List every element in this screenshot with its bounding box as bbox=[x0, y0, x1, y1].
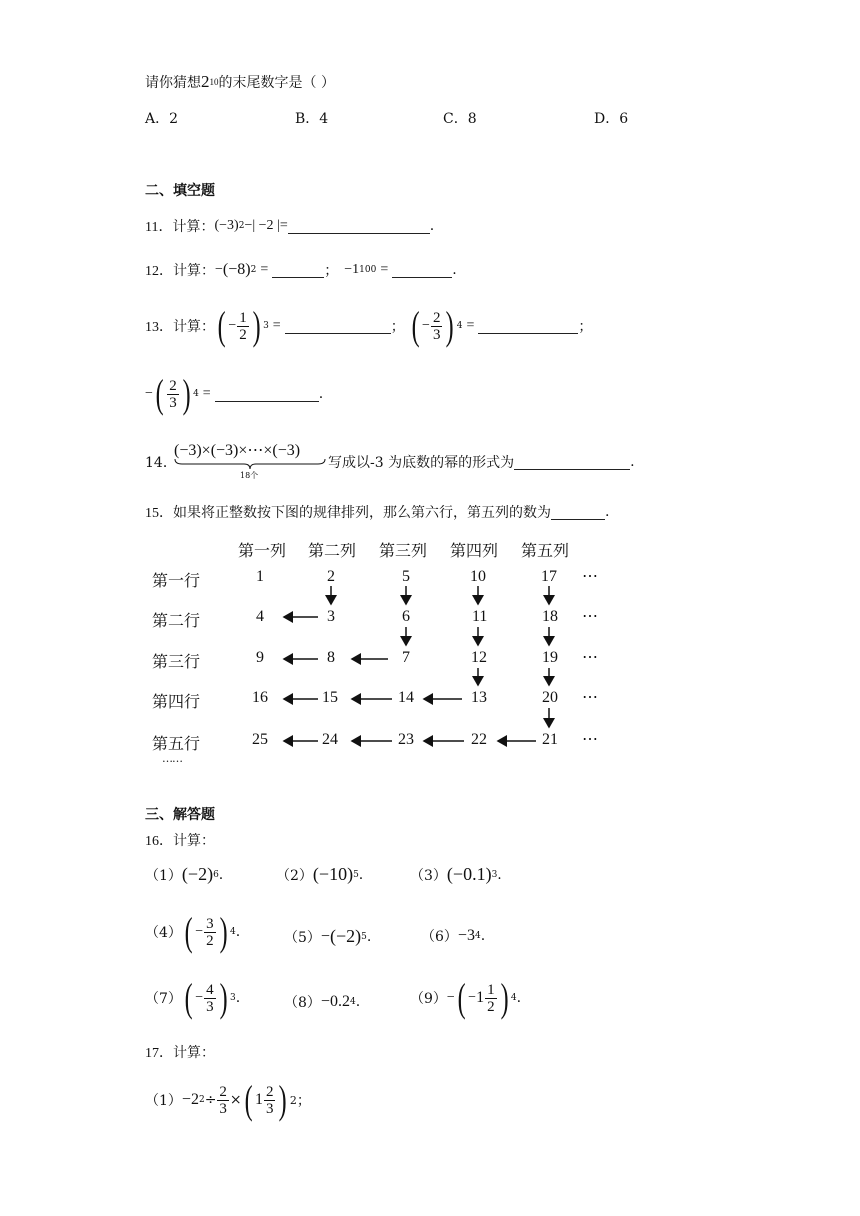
q13-eq-2: = bbox=[466, 318, 475, 333]
q13-answer-blank-2[interactable] bbox=[478, 319, 578, 334]
q16-6-exp: 4 bbox=[474, 931, 481, 941]
q17-1-paren-open: ( bbox=[244, 1077, 253, 1122]
q14-brace-label: 18个 bbox=[240, 471, 259, 480]
cell-r1-c2: 2 bbox=[327, 568, 335, 585]
row-header-1: 第一行 bbox=[152, 571, 201, 590]
q16-7-minus: − bbox=[195, 990, 204, 1005]
cell-r5-c4: 22 bbox=[471, 731, 487, 748]
q13-exp-1: 3 bbox=[263, 321, 269, 331]
q16-7-exp: 3 bbox=[229, 993, 236, 1003]
q13-fraction-1: $\frac{1}{2}$ bbox=[239, 309, 247, 343]
q10-option-a[interactable]: A．2 bbox=[145, 111, 179, 127]
section-title-solve: 三、解答题 bbox=[145, 807, 215, 823]
q14-number: 14． bbox=[145, 455, 177, 471]
q16-9-paren-open: ( bbox=[457, 975, 466, 1020]
cell-r5-c5: 21 bbox=[542, 731, 558, 748]
q12-base: (−8) bbox=[222, 261, 251, 278]
q13-label: 计算： bbox=[173, 319, 215, 335]
row-header-4: 第四行 bbox=[152, 692, 201, 711]
q14-end: . bbox=[630, 454, 635, 470]
q12-eq: = bbox=[260, 262, 269, 277]
q13-paren-close-2: ) bbox=[446, 303, 455, 348]
q17-1-paren-close: ) bbox=[279, 1077, 288, 1122]
q16-8-base: −0.2 bbox=[320, 993, 350, 1010]
q10-stem bbox=[145, 72, 335, 92]
cell-r1-c1: 1 bbox=[256, 568, 264, 585]
q13-end: . bbox=[318, 386, 324, 402]
q16-7-fraction: $\frac{4}{3}$ bbox=[206, 981, 214, 1015]
q16-4-minus: − bbox=[195, 924, 204, 939]
q12-label: 计算： bbox=[173, 263, 215, 279]
q17-1-whole: 1 bbox=[254, 1091, 263, 1108]
q12-minus: − bbox=[215, 262, 223, 277]
q12-exp: 2 bbox=[250, 265, 257, 275]
q16-4-exp: 4 bbox=[229, 927, 236, 937]
q17-1-mixed-fraction: $\frac{2}{3}$ bbox=[265, 1083, 274, 1117]
q16-2-index: （2） bbox=[276, 867, 313, 884]
q16-item-7: （7） ( − $\frac{4}{3}$ ) 3 . bbox=[145, 975, 241, 1020]
q15-answer-blank[interactable] bbox=[551, 505, 605, 520]
q16-3-exp: 3 bbox=[491, 869, 498, 880]
q10-stem-post: 的末尾数字是（ ） bbox=[218, 75, 335, 91]
row2-ellipsis: ⋯ bbox=[582, 608, 598, 625]
q16-6-index: （6） bbox=[421, 929, 458, 945]
col-header-2: 第二列 bbox=[308, 541, 357, 560]
cell-r2-c2: 3 bbox=[327, 608, 335, 625]
q11-label: 计算： bbox=[172, 219, 215, 235]
q10-stem-text: 请你猜想 bbox=[145, 75, 201, 91]
q13-fraction-2: $\frac{2}{3}$ bbox=[432, 309, 441, 343]
q16-item-4: （4） ( − $\frac{3}{2}$ ) 4 . bbox=[145, 909, 241, 954]
q16-item-9: （9） − ( − 1 $\frac{1}{2}$ ) 4 . bbox=[410, 975, 522, 1020]
cell-r2-c3: 6 bbox=[402, 608, 410, 625]
q17-item-1 bbox=[145, 1077, 311, 1122]
q16-8-index: （8） bbox=[284, 995, 321, 1011]
q10-option-c[interactable]: C．8 bbox=[443, 111, 477, 127]
q14-tail bbox=[328, 452, 635, 472]
q13-line2 bbox=[145, 371, 324, 416]
q16-5-exp: 5 bbox=[361, 931, 367, 942]
q14-product: (−3)×(−3)×⋯×(−3) bbox=[174, 442, 301, 459]
q17-1-base-exp: 2 bbox=[198, 1095, 205, 1105]
q12-number: 12． bbox=[145, 264, 173, 279]
q15-end: . bbox=[605, 504, 610, 520]
q12-expr2-exp: 100 bbox=[359, 265, 377, 275]
q11 bbox=[145, 216, 434, 236]
q16-1-exp: 6 bbox=[213, 869, 219, 880]
q16-number: 16． bbox=[145, 834, 173, 849]
cell-r3-c2: 8 bbox=[327, 649, 335, 666]
q15 bbox=[145, 502, 609, 522]
q13-exp-2: 4 bbox=[456, 321, 463, 331]
q17-header bbox=[145, 1042, 215, 1062]
cell-r4-c5: 20 bbox=[542, 689, 558, 706]
q13-paren-open-2: ( bbox=[411, 303, 420, 348]
q10-exp: 10 bbox=[209, 77, 219, 87]
q13-sep-2: ； bbox=[578, 319, 593, 335]
q13-paren-close-3: ) bbox=[182, 371, 191, 416]
cell-r3-c3: 7 bbox=[402, 649, 410, 666]
q16-7-paren-close: ) bbox=[219, 975, 228, 1020]
number-grid-figure bbox=[140, 530, 620, 770]
col-header-5: 第五列 bbox=[521, 541, 570, 560]
row-header-5: 第五行 bbox=[152, 734, 201, 753]
q16-item-3: （3） (−0.1) 3 . bbox=[410, 864, 502, 884]
row3-ellipsis: ⋯ bbox=[582, 649, 598, 666]
q16-9-exp: 4 bbox=[510, 993, 517, 1003]
q16-6-base: −3 bbox=[457, 927, 475, 944]
q10-option-d[interactable]: D．6 bbox=[594, 111, 629, 127]
q17-1-times: × bbox=[229, 1092, 242, 1108]
q12 bbox=[145, 260, 457, 280]
q16-9-minus-inner: − bbox=[468, 990, 477, 1005]
cell-r1-c3: 5 bbox=[402, 568, 410, 585]
q16-2-exp: 5 bbox=[353, 869, 359, 880]
grid-arrows-icon bbox=[140, 530, 620, 770]
q17-1-fraction: $\frac{2}{3}$ bbox=[219, 1083, 227, 1117]
q13-number: 13． bbox=[145, 320, 173, 335]
q17-1-exp: 2 bbox=[289, 1093, 297, 1107]
q11-answer-blank[interactable] bbox=[288, 219, 430, 234]
q10-option-b[interactable]: B．4 bbox=[295, 111, 329, 127]
q17-1-divide: ÷ bbox=[204, 1092, 217, 1108]
q13-paren-close: ) bbox=[252, 303, 261, 348]
q16-item-5: （5） − (−2) 5 . bbox=[284, 926, 372, 946]
q16-9-paren-close: ) bbox=[500, 975, 509, 1020]
q12-end: . bbox=[452, 262, 457, 278]
cell-r4-c2: 15 bbox=[322, 689, 338, 706]
q13-minus-3: − bbox=[145, 386, 153, 401]
q16-label: 计算： bbox=[173, 833, 215, 849]
row5-ellipsis: ⋯ bbox=[582, 731, 598, 748]
cell-r4-c4: 13 bbox=[471, 689, 487, 706]
q16-item-2: （2） (−10) 5 . bbox=[276, 864, 364, 884]
q13-paren-open-3: ( bbox=[155, 371, 164, 416]
q14-underbrace-icon bbox=[174, 458, 326, 470]
cell-r5-c1: 25 bbox=[252, 731, 268, 748]
q12-sep: ； bbox=[324, 263, 339, 279]
q17-label: 计算： bbox=[173, 1045, 215, 1061]
q13-answer-blank-1[interactable] bbox=[285, 319, 391, 334]
q17-number: 17． bbox=[145, 1046, 173, 1061]
cell-r3-c1: 9 bbox=[256, 649, 264, 666]
q16-4-index: （4） bbox=[145, 925, 182, 941]
col-header-3: 第三列 bbox=[379, 541, 428, 560]
q16-2-base: (−10) bbox=[312, 864, 354, 884]
q16-3-index: （3） bbox=[410, 867, 447, 884]
q13-eq-3: = bbox=[202, 386, 211, 401]
row-header-3: 第三行 bbox=[152, 652, 201, 671]
q13-fraction-3: $\frac{2}{3}$ bbox=[169, 377, 177, 411]
q16-5-base: (−2) bbox=[329, 926, 362, 946]
cell-r2-c5: 18 bbox=[542, 608, 558, 625]
q16-1-index: （1） bbox=[145, 867, 182, 884]
row4-ellipsis: ⋯ bbox=[582, 689, 598, 706]
cell-r2-c4: 11 bbox=[472, 608, 488, 625]
q12-expr2: −1 bbox=[344, 262, 360, 277]
q16-5-index: （5） bbox=[284, 929, 321, 946]
q13-exp-3: 4 bbox=[193, 389, 199, 399]
q16-8-exp: 4 bbox=[349, 997, 356, 1007]
q13 bbox=[145, 303, 593, 348]
q11-exp: 2 bbox=[238, 221, 245, 231]
q16-5-minus: − bbox=[320, 927, 330, 945]
more-rows-ellipsis: …… bbox=[162, 752, 182, 765]
cell-r5-c3: 23 bbox=[398, 731, 414, 748]
q15-number: 15． bbox=[145, 506, 173, 521]
cell-r1-c4: 10 bbox=[470, 568, 486, 585]
q11-expr: (−3) bbox=[214, 218, 239, 233]
q13-paren-open: ( bbox=[217, 303, 226, 348]
q11-number: 11． bbox=[145, 220, 173, 235]
q10-base: 2 bbox=[201, 72, 210, 91]
q13-eq-1: = bbox=[272, 318, 281, 333]
cell-r2-c1: 4 bbox=[256, 608, 264, 625]
q13-answer-blank-3[interactable] bbox=[215, 387, 319, 402]
q16-item-8: （8） −0.2 4 . bbox=[284, 993, 361, 1011]
q16-9-fraction: $\frac{1}{2}$ bbox=[487, 981, 495, 1015]
q16-9-index: （9） bbox=[410, 991, 447, 1007]
q16-item-6: （6） −3 4 . bbox=[421, 927, 486, 945]
q16-4-paren-close: ) bbox=[219, 909, 228, 954]
q16-4-fraction: $\frac{3}{2}$ bbox=[206, 915, 214, 949]
q15-text: 如果将正整数按下图的规律排列，那么第六行，第五列的数为 bbox=[173, 505, 551, 521]
cell-r4-c1: 16 bbox=[252, 689, 268, 706]
q17-1-end: ； bbox=[296, 1093, 311, 1109]
q16-7-paren-open: ( bbox=[184, 975, 193, 1020]
q16-4-paren-open: ( bbox=[184, 909, 193, 954]
cell-r3-c4: 12 bbox=[471, 649, 487, 666]
q12-eq-2: = bbox=[380, 262, 389, 277]
q17-1-base: −2 bbox=[181, 1091, 199, 1108]
q13-minus-1: − bbox=[228, 318, 237, 333]
cell-r1-c5: 17 bbox=[541, 568, 557, 585]
q14-answer-blank[interactable] bbox=[514, 455, 630, 470]
q17-1-index: （1） bbox=[145, 1093, 182, 1109]
q12-answer-blank-1[interactable] bbox=[272, 263, 324, 278]
q13-minus-2: − bbox=[422, 318, 430, 333]
q16-7-index: （7） bbox=[145, 991, 182, 1007]
q14-text: 写成以-3 为底数的幂的形式为 bbox=[328, 455, 515, 471]
cell-r4-c3: 14 bbox=[398, 689, 414, 706]
row1-ellipsis: ⋯ bbox=[582, 568, 598, 585]
q16-9-whole: 1 bbox=[476, 989, 485, 1006]
q16-9-minus: − bbox=[446, 990, 455, 1005]
section-title-fill-in: 二、填空题 bbox=[145, 183, 215, 199]
q16-header bbox=[145, 830, 215, 850]
col-header-4: 第四列 bbox=[450, 541, 499, 560]
q13-sep-1: ； bbox=[390, 319, 405, 335]
q16-1-base: (−2) bbox=[181, 864, 214, 884]
q11-rest: −| −2 |= bbox=[244, 218, 288, 233]
q16-3-base: (−0.1) bbox=[446, 864, 492, 884]
row-header-2: 第二行 bbox=[152, 611, 201, 630]
col-header-1: 第一列 bbox=[238, 541, 287, 560]
q12-answer-blank-2[interactable] bbox=[392, 263, 452, 278]
cell-r3-c5: 19 bbox=[542, 649, 558, 666]
q16-item-1: （1） (−2) 6 . bbox=[145, 864, 224, 884]
q11-end: . bbox=[429, 218, 435, 234]
cell-r5-c2: 24 bbox=[322, 731, 338, 748]
